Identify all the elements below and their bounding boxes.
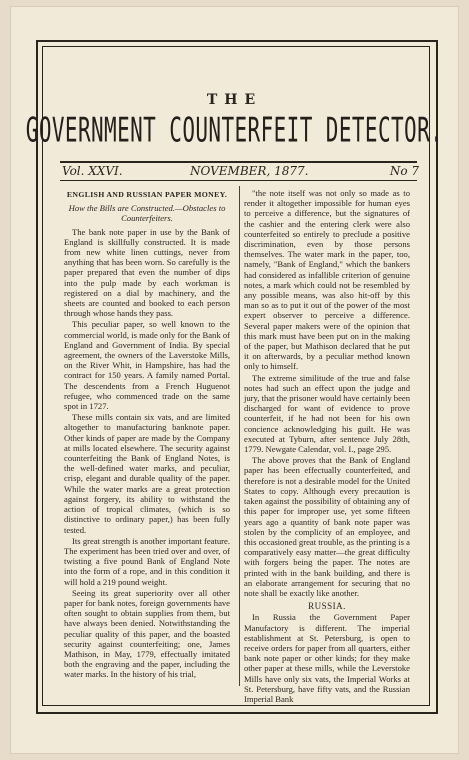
paragraph: In Russia the Government Paper Manufactory is different. The imperial establishment at St. Petersburg, is open to receive orders for paper from all quarters, either bank note paper or other kinds; for they make other paper at these mills, while the Leverstoke Mills have only six vats, the Imperial Works at St. Petersburg, have fifty vats, and the Russian Imperial Bank: [244, 612, 410, 704]
masthead-rule-bottom: [60, 180, 417, 181]
paragraph: "the note itself was not only so made as to render it altogether impossible for human eyes to perceive a difference, but the signatures of the cashier and the entering clerk were also counterfeited so entirely to preclude a positive discrimination, even by those persons themselves. The water mark in the paper, too, namely, "Bank of England," which the bankers had considered as infallible criterion of genuine notes, a mark which could not be resembled by any possible means, was also hit-off by this man so as to put it out of the power of the most expert observer to perceive a difference. Several paper makers were of the opinion that this mark must have been put on in the making of the paper, but Mathison declared that he put it on afterwards, by a peculiar method known only to himself.: [244, 188, 410, 372]
paragraph: The extreme similitude of the true and false notes had such an effect upon the judge and jury, that the prisoner would have certainly been discharged for want of evidence to prove counterfeit, if he had not been for his own concience acknowledging his guilt. He was executed at Tyburn, after sentence July 28th, 1779. Newgate Calendar, vol. I., page 295.: [244, 372, 411, 455]
masthead-rule-top: [60, 161, 417, 163]
column-divider: [239, 186, 240, 686]
paragraph: The above proves that the Bank of England paper has been effectually counterfeited, and therefore is not a desirable model for the United States to copy. Although every precaution is taken against the possibility of obtaining any of this paper for improper use, yet some fifteen years ago a quantity of bank note paper was stolen by the complicity of an employee, and this occasioned great trouble, as the printing is a comparatively easy matter—the great difficulty with forgers being the paper. The notes are printed with in the bank building, and there is an elaborate arrangement for securing that no note shall be exactly like another.: [244, 455, 410, 598]
paragraph: Seeing its great superiority over all other paper for bank notes, foreign governments have often sought to obtain supplies from them, but have always been denied. Notwithstanding the peculiar quality of this paper, and the boasted security against counterfeiting; one, James Mathison, in May, 1779, effectually imitated both the engraving and the paper, including the water marks. In the history of his trial,: [64, 587, 230, 680]
paragraph: Its great strength is another important feature. The experiment has been tried over and over, of twisting a five pound Bank of England Note into the form of a rope, and in this condition it will hold a 219 pound weight.: [64, 535, 230, 587]
paragraph: The bank note paper in use by the Bank of England is skillfully constructed. It is made from new white linen cuttings, never from anything that has been worn. So carefully is the paper prepared that even the number of dips into the pulp made by each workman is registered on a dial by machinery, and the sheets are counted and booked to each person through whose hands they pass.: [64, 226, 230, 319]
issue-number: No 7: [389, 164, 419, 178]
section-heading-russia: RUSSIA.: [308, 601, 346, 612]
paragraph: This peculiar paper, so well known to the commercial world, is made only for the Bank of England and Government of India. By special agreement, the owners of the Laverstoke Mills, on the River Whit, in Hampshire, has had the contract for 150 years. A family named Portal. The descendents from a French Huguenot refugee, who commenced trade on the same spot in 1727.: [64, 319, 230, 412]
article-heading: ENGLISH AND RUSSIAN PAPER MONEY.: [66, 190, 228, 199]
right-column: [244, 188, 410, 705]
issue-date: NOVEMBER, 1877.: [190, 164, 309, 178]
masthead-title: GOVERNMENT COUNTERFEIT DETECTOR.: [25, 111, 444, 150]
article-subheading: How the Bills are Constructed.—Obstacles to Counterfeiters.: [68, 203, 226, 224]
left-column: [64, 188, 230, 681]
paragraph: These mills contain six vats, and are limited altogether to manufacturing banknote paper. Other kinds of paper are made by the Company at mills located elsewhere. The security against counterfeiting the Bank of England Notes, is the well-defined water marks, and peculiar, crisp, elegant and durable quality of the paper. While the water marks are a great protection against forgery, its ability to withstand the action of tropical climates, (which is so distinctive to ordinary paper,) has been fully tested.: [64, 412, 230, 535]
volume-label: Vol. XXVI.: [62, 164, 123, 178]
masthead-the: THE: [206, 92, 263, 108]
